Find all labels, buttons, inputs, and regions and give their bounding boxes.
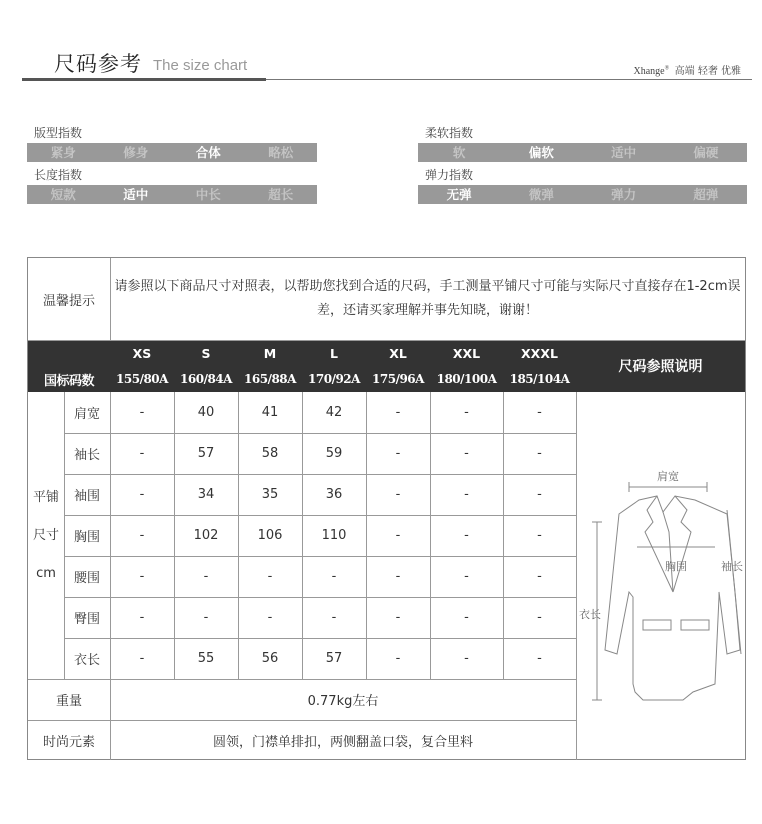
grid-line — [64, 474, 576, 475]
measure-value: 57 — [197, 446, 215, 461]
elasticity-option: 无弹 — [446, 187, 472, 202]
size-label: XXXL — [521, 345, 558, 361]
coat-diagram — [577, 392, 745, 760]
measure-value: - — [464, 610, 469, 625]
group-label-line: 平铺 — [32, 489, 59, 505]
softness-index-bar — [418, 143, 747, 162]
notice-label: 温馨提示 — [42, 293, 95, 309]
measure-value: 36 — [325, 487, 343, 502]
measure-value: 110 — [321, 528, 347, 543]
measure-value: - — [395, 528, 401, 543]
measure-value: - — [537, 446, 542, 461]
fit-option: 略松 — [268, 145, 294, 160]
softness-option: 偏软 — [528, 145, 554, 160]
measure-value: 55 — [197, 651, 215, 666]
measure-value: - — [395, 569, 401, 584]
measure-value: - — [464, 487, 469, 502]
grid-line — [64, 392, 65, 679]
measure-value: - — [203, 569, 209, 584]
measure-value: - — [537, 528, 542, 543]
measure-value: - — [537, 610, 542, 625]
grid-line — [64, 556, 576, 557]
measure-value: - — [395, 610, 401, 625]
reference-header: 尺码参照说明 — [576, 340, 745, 392]
notice-text: 请参照以下商品尺寸对照表，以帮助您找到合适的尺码，手工测量平铺尺寸可能与实际尺寸直接存在1-2cm误差，还请买家理解并事先知晓，谢谢！ — [114, 279, 741, 318]
softness-index-label: 柔软指数 — [425, 126, 474, 140]
length-index-label: 长度指数 — [34, 168, 83, 182]
measure-value: - — [395, 651, 401, 666]
size-label: XXL — [452, 345, 481, 361]
measure-value: - — [267, 610, 273, 625]
measure-value: 57 — [325, 651, 343, 666]
measure-label: 衣长 — [73, 653, 100, 668]
elasticity-index-label: 弹力指数 — [425, 168, 474, 182]
measure-value: - — [537, 487, 542, 502]
measure-value: - — [395, 405, 401, 420]
fit-option: 合体 — [195, 145, 221, 160]
fashion-label: 时尚元素 — [42, 734, 95, 750]
measure-value: 56 — [261, 651, 279, 666]
gb-label: 国标码数 — [43, 373, 94, 389]
softness-option: 软 — [452, 145, 466, 160]
measure-value: - — [331, 569, 337, 584]
size-label: S — [201, 345, 211, 361]
measure-value: - — [464, 405, 469, 420]
flat-size-group-label — [28, 392, 64, 679]
measure-value: - — [139, 487, 145, 502]
brand-slogan: 高端 轻奢 优雅 — [674, 66, 741, 77]
measure-value: 102 — [193, 528, 219, 543]
measure-value: 106 — [257, 528, 283, 543]
length-option: 中长 — [195, 187, 221, 202]
gb-code: 185/104A — [509, 372, 570, 386]
measure-value: - — [537, 405, 542, 420]
length-option: 超长 — [268, 187, 294, 202]
length-index-bar — [27, 185, 317, 204]
gb-code: 155/80A — [116, 372, 168, 386]
measure-label: 腰围 — [73, 571, 100, 586]
measure-value: - — [464, 651, 469, 666]
size-chart-table — [27, 257, 746, 760]
measure-value: 40 — [197, 405, 215, 420]
gb-code: 160/84A — [180, 372, 232, 386]
size-label: L — [330, 345, 338, 361]
measure-value: 35 — [261, 487, 279, 502]
gb-code: 175/96A — [372, 372, 424, 386]
diagram-length-label: 衣长 — [579, 608, 601, 621]
measure-value: - — [203, 610, 209, 625]
grid-line — [503, 392, 504, 679]
length-option: 短款 — [50, 187, 76, 202]
softness-option: 偏硬 — [693, 145, 719, 160]
length-option: 适中 — [123, 187, 149, 202]
measure-value: - — [395, 446, 401, 461]
grid-line — [174, 392, 175, 679]
elasticity-option: 弹力 — [611, 187, 637, 202]
page-subtitle: The size chart — [153, 57, 248, 74]
size-label: M — [263, 345, 277, 361]
group-label-line: cm — [36, 565, 56, 581]
measure-value: 41 — [261, 405, 279, 420]
diagram-chest-label: 胸围 — [665, 560, 687, 573]
elasticity-option: 微弹 — [528, 187, 554, 202]
measure-value: - — [537, 651, 542, 666]
group-label-line: 尺寸 — [32, 527, 59, 543]
measure-value: - — [139, 569, 145, 584]
elasticity-option: 超弹 — [693, 187, 719, 202]
gb-code: 170/92A — [308, 372, 360, 386]
brand-name: Xhange — [633, 66, 665, 77]
grid-line — [28, 340, 745, 341]
fit-option: 紧身 — [50, 145, 76, 160]
grid-line — [430, 392, 431, 679]
size-label: XL — [389, 345, 407, 361]
fit-index-label: 版型指数 — [34, 126, 83, 140]
measure-value: - — [267, 569, 273, 584]
measure-value: - — [331, 610, 337, 625]
measure-value: 34 — [197, 487, 215, 502]
measure-value: - — [537, 569, 542, 584]
measure-value: 59 — [325, 446, 343, 461]
measure-label: 臀围 — [73, 612, 100, 627]
diagram-shoulder-label: 肩宽 — [657, 470, 679, 483]
grid-line — [64, 638, 576, 639]
elasticity-index-bar — [418, 185, 747, 204]
page-title: 尺码参考 — [54, 52, 142, 76]
weight-value: 0.77kg左右 — [307, 694, 379, 709]
fit-index-bar — [27, 143, 317, 162]
measure-value: - — [139, 610, 145, 625]
brand-logo — [633, 62, 741, 77]
grid-line — [64, 515, 576, 516]
fashion-value: 圆领，门襟单排扣，两侧翻盖口袋，复合里料 — [212, 734, 473, 750]
measure-label: 胸围 — [73, 530, 100, 545]
grid-line — [64, 433, 576, 434]
grid-line — [64, 597, 576, 598]
measure-label: 袖长 — [73, 448, 100, 463]
softness-option: 适中 — [611, 145, 637, 160]
grid-line — [238, 392, 239, 679]
measure-value: - — [139, 446, 145, 461]
grid-line — [366, 392, 367, 679]
measure-value: 58 — [261, 446, 279, 461]
grid-line — [110, 392, 111, 760]
brand-mark: ® — [664, 65, 670, 72]
fit-option: 修身 — [123, 145, 149, 160]
coat-outline-icon — [592, 482, 741, 700]
measure-value: - — [395, 487, 401, 502]
measure-value: - — [464, 528, 469, 543]
grid-line — [110, 258, 111, 340]
measure-value: - — [464, 569, 469, 584]
weight-label: 重量 — [55, 694, 82, 709]
measure-value: 42 — [325, 405, 343, 420]
measure-value: - — [464, 446, 469, 461]
header-underline — [22, 78, 266, 81]
measure-value: - — [139, 528, 145, 543]
diagram-sleeve-label: 袖长 — [721, 560, 743, 573]
measure-value: - — [139, 651, 145, 666]
size-label: XS — [132, 345, 152, 361]
measure-value: - — [139, 405, 145, 420]
measure-label: 袖围 — [73, 489, 100, 504]
gb-code: 165/88A — [244, 372, 296, 386]
measure-label: 肩宽 — [73, 407, 100, 422]
grid-line — [302, 392, 303, 679]
gb-code: 180/100A — [436, 372, 497, 386]
